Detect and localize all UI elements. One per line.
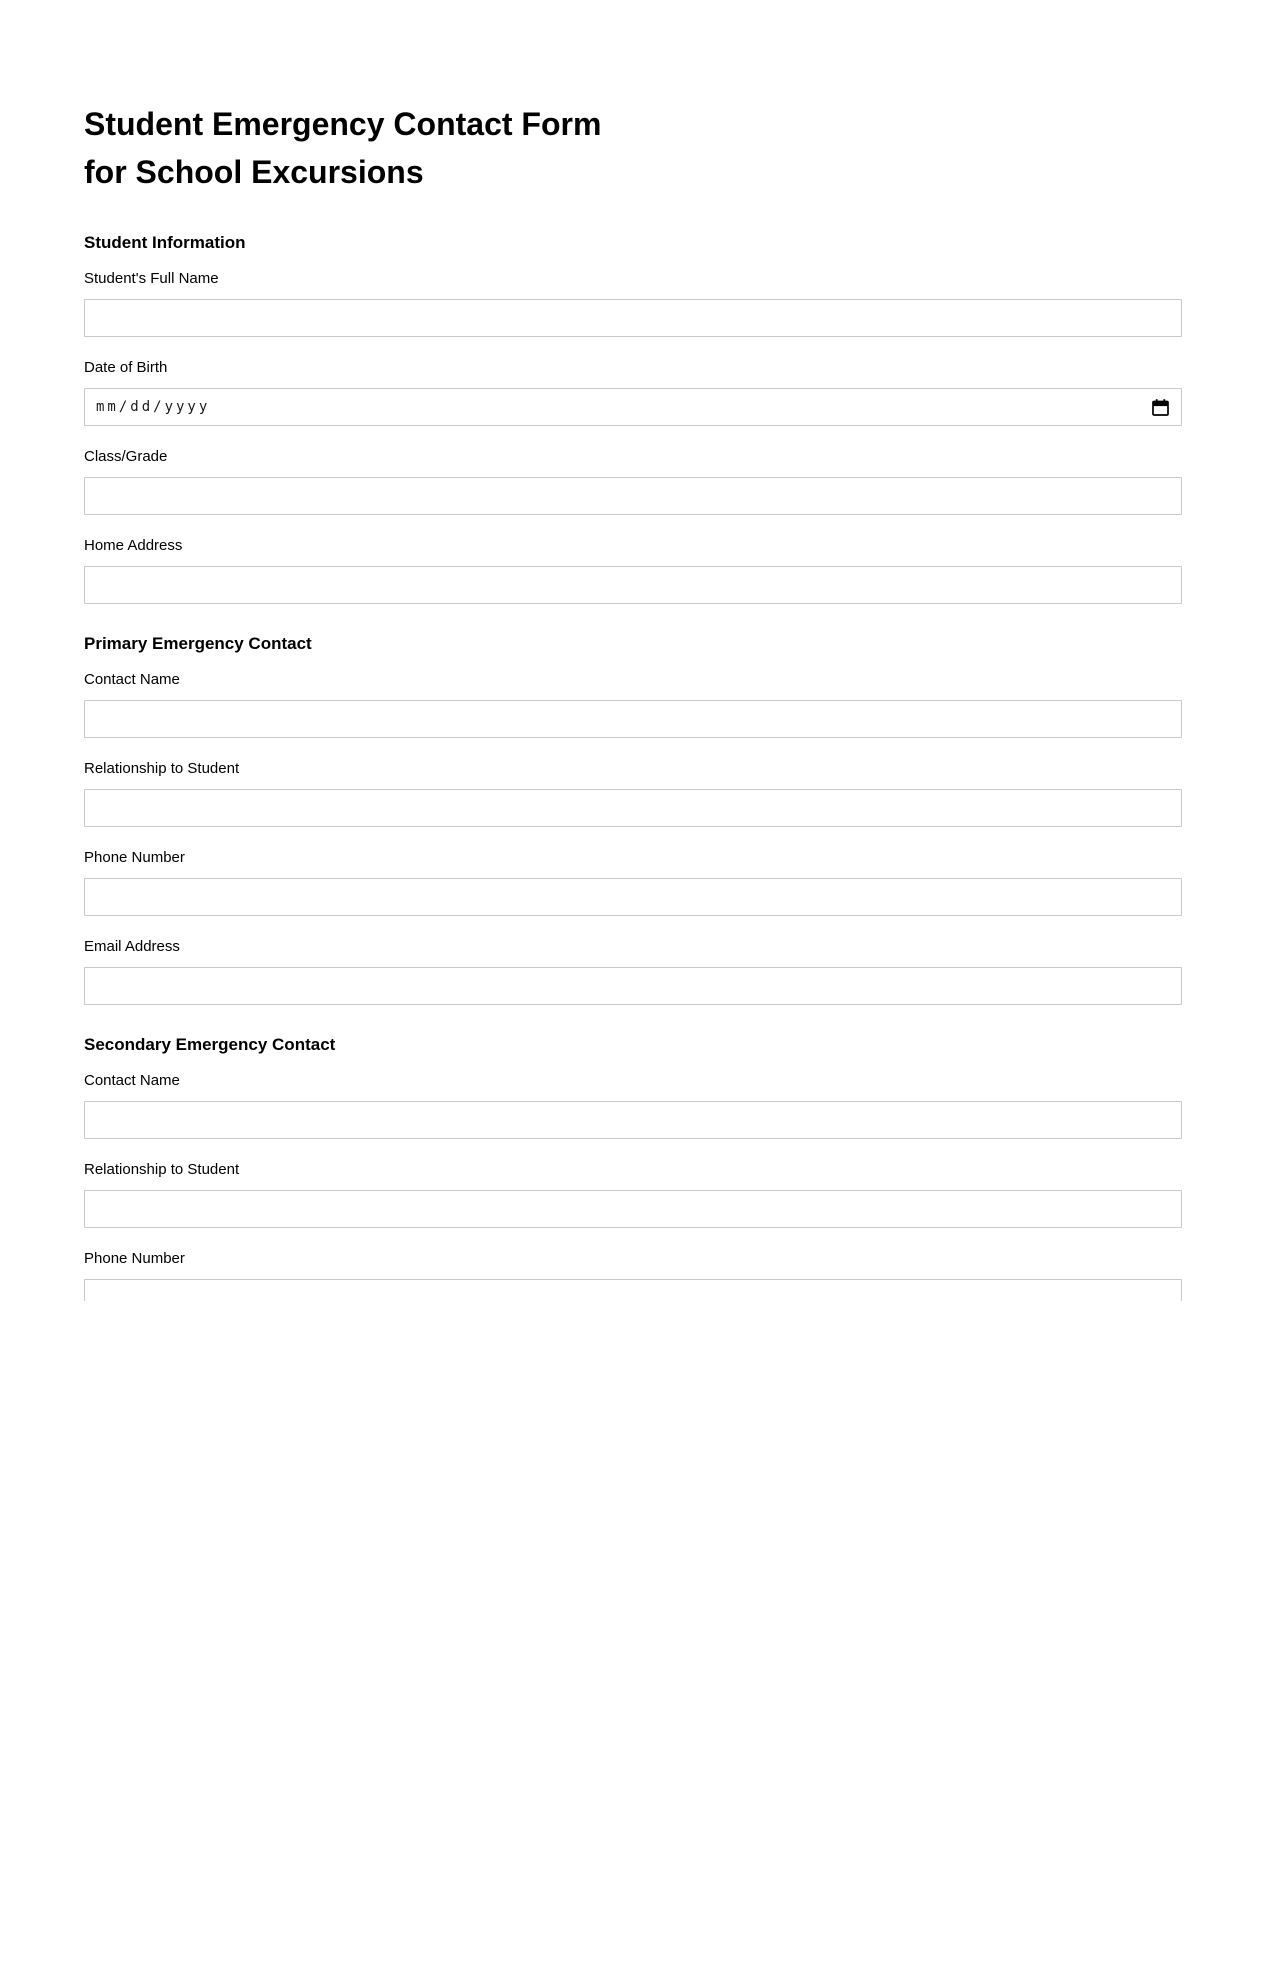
students-full-name-input[interactable] [84,299,1182,337]
page-title-line-1: Student Emergency Contact Form [84,106,602,142]
section-heading-student-information: Student Information [84,233,246,252]
field-class-grade [84,448,1182,515]
class-grade-input[interactable] [84,477,1182,515]
field-secondary-relationship [84,1161,1182,1228]
page-title [84,0,1182,203]
secondary-contact-name-label: Contact Name [84,1072,180,1089]
secondary-relationship-label: Relationship to Student [84,1161,240,1178]
primary-email-address-input[interactable] [84,967,1182,1005]
field-secondary-contact-name [84,1072,1182,1139]
home-address-input[interactable] [84,566,1182,604]
date-of-birth-placeholder: mm/dd/yyyy [96,399,211,415]
page-title-line-2: for School Excursions [84,154,424,190]
primary-contact-name-input[interactable] [84,700,1182,738]
secondary-relationship-input[interactable] [84,1190,1182,1228]
primary-contact-name-label: Contact Name [84,671,180,688]
field-secondary-phone-number [84,1250,1182,1301]
field-primary-email-address [84,938,1182,1005]
field-home-address [84,537,1182,604]
calendar-icon[interactable] [1151,398,1170,417]
primary-relationship-input[interactable] [84,789,1182,827]
form-container [84,0,1182,1301]
primary-phone-number-input[interactable] [84,878,1182,916]
secondary-phone-number-input[interactable] [84,1279,1182,1301]
students-full-name-label: Student's Full Name [84,270,219,287]
secondary-contact-name-input[interactable] [84,1101,1182,1139]
section-heading-secondary-emergency-contact: Secondary Emergency Contact [84,1035,336,1054]
field-primary-contact-name [84,671,1182,738]
primary-email-address-label: Email Address [84,938,180,955]
field-primary-relationship [84,760,1182,827]
primary-relationship-label: Relationship to Student [84,760,240,777]
date-of-birth-label: Date of Birth [84,359,168,376]
field-primary-phone-number [84,849,1182,916]
secondary-phone-number-label: Phone Number [84,1250,185,1267]
field-students-full-name [84,270,1182,337]
section-heading-primary-emergency-contact: Primary Emergency Contact [84,634,312,653]
primary-phone-number-label: Phone Number [84,849,185,866]
date-of-birth-input[interactable] [84,388,1182,426]
home-address-label: Home Address [84,537,183,554]
field-date-of-birth [84,359,1182,426]
class-grade-label: Class/Grade [84,448,168,465]
